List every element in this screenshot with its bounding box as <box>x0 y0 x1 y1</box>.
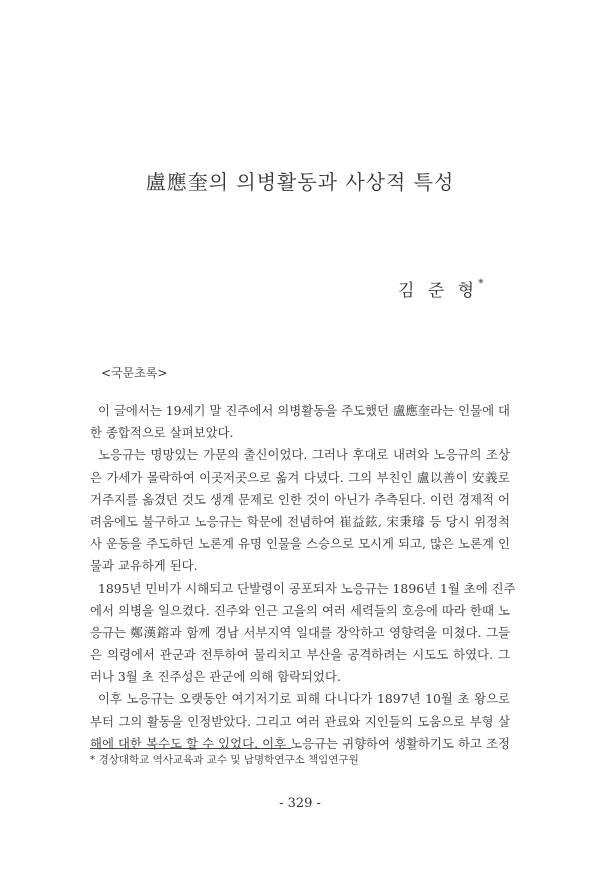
body-line: 거주지를 옮겼던 것도 생계 문제로 인한 것이 아닌가 추측된다. 이런 경제적 어 <box>90 491 510 507</box>
page-number: - 329 - <box>279 796 321 811</box>
body-line: 에서 의병을 일으켰다. 진주와 인근 고을의 여러 세력들의 호응에 따라 한때 노 <box>90 602 510 618</box>
body-line: 응규는 鄭漢鎔과 함께 경남 서부지역 일대를 장악하고 영향력을 미쳤다. 그들 <box>90 624 510 640</box>
body-line: 물과 교유하게 된다. <box>90 558 198 574</box>
paper-title: 盧應奎의 의병활동과 사상적 특성 <box>145 170 455 194</box>
author-name: 김 준 형 <box>398 281 479 301</box>
author-line <box>398 276 484 301</box>
footnote-divider <box>90 748 291 749</box>
body-line: 1895년 민비가 시해되고 단발령이 공포되자 노응규는 1896년 1월 초에 진주 <box>98 580 516 596</box>
footnote: * 경상대학교 역사교육과 교수 및 남명학연구소 책임연구원 <box>90 754 359 766</box>
abstract-label: <국문초록> <box>101 366 168 380</box>
abstract-body <box>90 400 516 755</box>
body-line: 노응규는 명망있는 가문의 출신이었다. 그러나 후대로 내려와 노응규의 조상 <box>98 447 510 463</box>
body-line: 려움에도 불구하고 노응규는 학문에 전념하여 崔益鉉, 宋秉璿 등 당시 위정척 <box>90 513 510 529</box>
body-line: 이후 노응규는 오랫동안 여기저기로 피해 다니다가 1897년 10월 초 왕으로 <box>98 691 510 707</box>
body-line: 해에 대한 복수도 할 수 있었다. 이후 노응규는 귀향하여 생활하기도 하고 조정 <box>90 735 510 751</box>
body-line: 은 의령에서 관군과 전투하여 물리치고 부산을 공격하려는 시도도 하였다. 그 <box>90 647 510 663</box>
body-line: 은 가세가 몰락하여 이곳저곳으로 옮겨 다녔다. 그의 부친인 盧以善이 安義로 <box>90 469 510 485</box>
body-line: 부터 그의 활동을 인정받았다. 그리고 여러 관료와 지인들의 도움으로 부형 살 <box>90 713 510 729</box>
author-footnote-mark: * <box>478 277 484 291</box>
body-line: 사 운동을 주도하던 노론계 유명 인물을 스승으로 모시게 되고, 많은 노론계 인 <box>90 536 510 552</box>
body-line: 러나 3월 초 진주성은 관군에 의해 함락되었다. <box>90 669 341 685</box>
body-line: 이 글에서는 19세기 말 진주에서 의병활동을 주도했던 盧應奎라는 인물에 대 <box>98 403 510 418</box>
body-line: 한 종합적으로 살펴보았다. <box>90 425 234 441</box>
